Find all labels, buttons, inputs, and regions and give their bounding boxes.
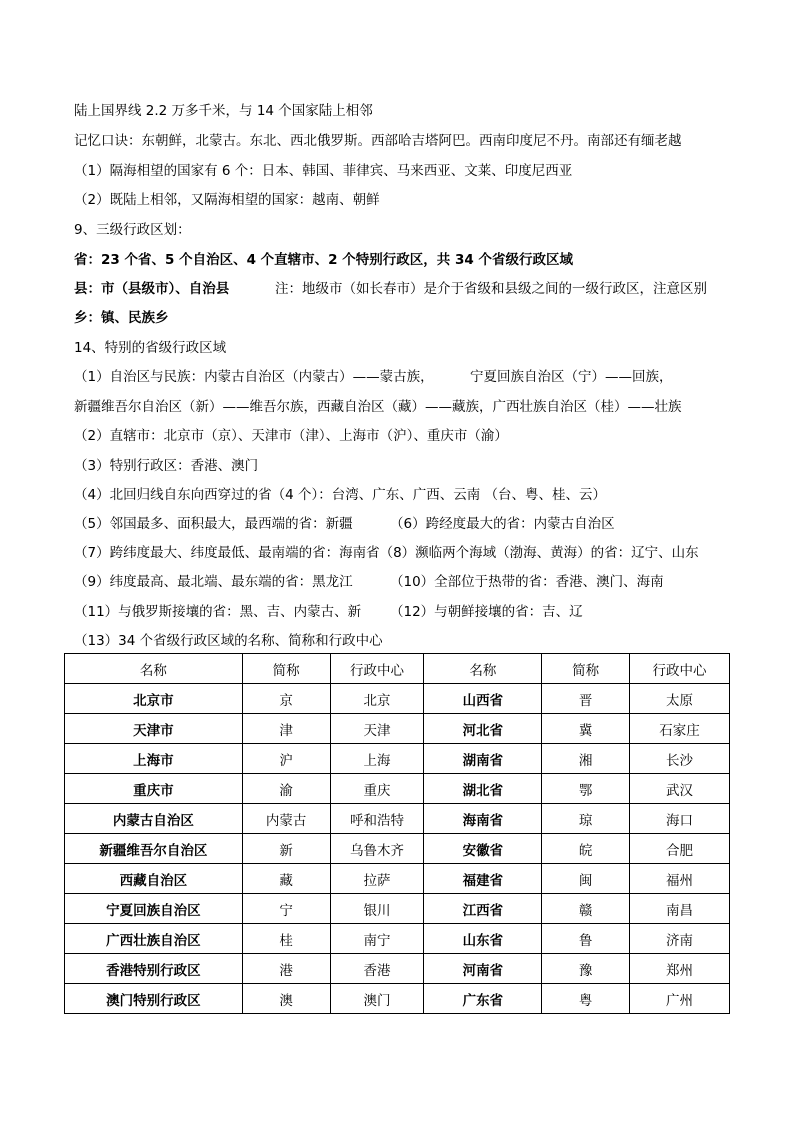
special-regions-heading: 14、特别的省级行政区域 [74,340,227,356]
cell-abbr: 湘 [542,744,630,774]
cell-name: 澳门特别行政区 [65,984,243,1014]
table-row [65,954,730,984]
cell-name: 江西省 [424,894,542,924]
cell-name: 安徽省 [424,834,542,864]
cell-name: 天津市 [65,714,243,744]
cell-abbr: 内蒙古 [242,804,330,834]
cell-abbr: 豫 [542,954,630,984]
item-1b-text: 宁夏回族自治区（宁）——回族， [470,369,673,385]
cell-capital: 太原 [630,684,730,714]
cell-capital: 南昌 [630,894,730,924]
cell-name: 河南省 [424,954,542,984]
cell-capital: 海口 [630,804,730,834]
county-note-text: 注：地级市（如长春市）是介于省级和县级之间的一级行政区，注意区别 [275,281,707,297]
table-row [65,804,730,834]
table-row [65,984,730,1014]
item-1c-text: 新疆维吾尔自治区（新）——维吾尔族，西藏自治区（藏）——藏族，广西壮族自治区（桂）——壮族 [74,399,682,415]
cell-name: 湖南省 [424,744,542,774]
cell-name: 山西省 [424,684,542,714]
cell-capital: 天津 [330,714,424,744]
admin-division-heading: 9、三级行政区划： [74,222,191,238]
item-13-text: （13）34 个省级行政区域的名称、简称和行政中心 [74,633,383,649]
cell-capital: 香港 [330,954,424,984]
cell-name: 上海市 [65,744,243,774]
cell-abbr: 鲁 [542,924,630,954]
table-row [65,834,730,864]
mnemonic-text: 记忆口诀：东朝鲜，北蒙古。东北、西北俄罗斯。西部哈吉塔阿巴。西南印度尼不丹。南部还有缅老越 [74,133,682,149]
cell-abbr: 粤 [542,984,630,1014]
cell-capital: 乌鲁木齐 [330,834,424,864]
cell-capital: 呼和浩特 [330,804,424,834]
cell-abbr: 宁 [242,894,330,924]
cell-abbr: 京 [242,684,330,714]
cell-abbr: 琼 [542,804,630,834]
header-capital-1: 行政中心 [330,654,424,684]
header-abbr-1: 简称 [242,654,330,684]
item-3-text: （3）特别行政区：香港、澳门 [74,458,259,474]
cell-capital: 武汉 [630,774,730,804]
cell-capital: 澳门 [330,984,424,1014]
table-row [65,924,730,954]
header-capital-2: 行政中心 [630,654,730,684]
cell-abbr: 鄂 [542,774,630,804]
cell-capital: 北京 [330,684,424,714]
table-row [65,864,730,894]
item-9-text: （9）纬度最高、最北端、最东端的省：黑龙江 [74,574,353,590]
item-7-8-text: （7）跨纬度最大、纬度最低、最南端的省：海南省（8）濒临两个海域（渤海、黄海）的省：辽宁、山东 [74,545,699,561]
sea-neighbors-text: （1）隔海相望的国家有 6 个：日本、韩国、菲律宾、马来西亚、文莱、印度尼西亚 [74,163,573,179]
cell-capital: 南宁 [330,924,424,954]
cell-name: 西藏自治区 [65,864,243,894]
cell-abbr: 港 [242,954,330,984]
table-row [65,684,730,714]
item-2-text: （2）直辖市：北京市（京）、天津市（津）、上海市（沪）、重庆市（渝） [74,428,508,444]
header-name-2: 名称 [424,654,542,684]
cell-name: 宁夏回族自治区 [65,894,243,924]
cell-capital: 拉萨 [330,864,424,894]
cell-capital: 石家庄 [630,714,730,744]
cell-capital: 重庆 [330,774,424,804]
county-level-text: 县：市（县级市）、自治县 [74,281,230,297]
cell-capital: 银川 [330,894,424,924]
cell-capital: 郑州 [630,954,730,984]
cell-name: 福建省 [424,864,542,894]
table-row [65,744,730,774]
cell-abbr: 新 [242,834,330,864]
item-12-text: （12）与朝鲜接壤的省：吉、辽 [390,604,583,620]
border-line-text: 陆上国界线 2.2 万多千米，与 14 个国家陆上相邻 [74,103,373,119]
cell-name: 香港特别行政区 [65,954,243,984]
item-4-text: （4）北回归线自东向西穿过的省（4 个）：台湾、广东、广西、云南 （台、粤、桂、云） [74,487,607,503]
cell-capital: 长沙 [630,744,730,774]
both-neighbors-text: （2）既陆上相邻，又隔海相望的国家：越南、朝鲜 [74,192,380,208]
province-table [64,653,730,1014]
cell-abbr: 皖 [542,834,630,864]
item-1a-text: （1）自治区与民族：内蒙古自治区（内蒙古）——蒙古族， [74,369,434,385]
cell-name: 内蒙古自治区 [65,804,243,834]
cell-name: 新疆维吾尔自治区 [65,834,243,864]
cell-name: 广西壮族自治区 [65,924,243,954]
cell-abbr: 津 [242,714,330,744]
cell-name: 海南省 [424,804,542,834]
cell-abbr: 渝 [242,774,330,804]
item-11-text: （11）与俄罗斯接壤的省：黑、吉、内蒙古、新 [74,604,362,620]
township-level-text: 乡：镇、民族乡 [74,310,169,326]
table-row [65,894,730,924]
province-level-text: 省：23 个省、5 个自治区、4 个直辖市、2 个特别行政区，共 34 个省级行政区域 [74,252,573,268]
header-name-1: 名称 [65,654,243,684]
cell-abbr: 闽 [542,864,630,894]
cell-name: 河北省 [424,714,542,744]
cell-name: 重庆市 [65,774,243,804]
cell-capital: 福州 [630,864,730,894]
cell-abbr: 澳 [242,984,330,1014]
cell-abbr: 沪 [242,744,330,774]
cell-capital: 济南 [630,924,730,954]
table-header-row [65,654,730,684]
header-abbr-2: 简称 [542,654,630,684]
cell-name: 北京市 [65,684,243,714]
cell-capital: 合肥 [630,834,730,864]
cell-abbr: 赣 [542,894,630,924]
cell-capital: 上海 [330,744,424,774]
cell-abbr: 桂 [242,924,330,954]
item-6-text: （6）跨经度最大的省：内蒙古自治区 [390,516,615,532]
cell-name: 湖北省 [424,774,542,804]
table-row [65,714,730,744]
item-5-text: （5）邻国最多、面积最大，最西端的省：新疆 [74,516,353,532]
cell-capital: 广州 [630,984,730,1014]
cell-abbr: 晋 [542,684,630,714]
cell-abbr: 藏 [242,864,330,894]
cell-name: 山东省 [424,924,542,954]
table-row [65,774,730,804]
item-10-text: （10）全部位于热带的省：香港、澳门、海南 [390,574,664,590]
cell-name: 广东省 [424,984,542,1014]
cell-abbr: 冀 [542,714,630,744]
